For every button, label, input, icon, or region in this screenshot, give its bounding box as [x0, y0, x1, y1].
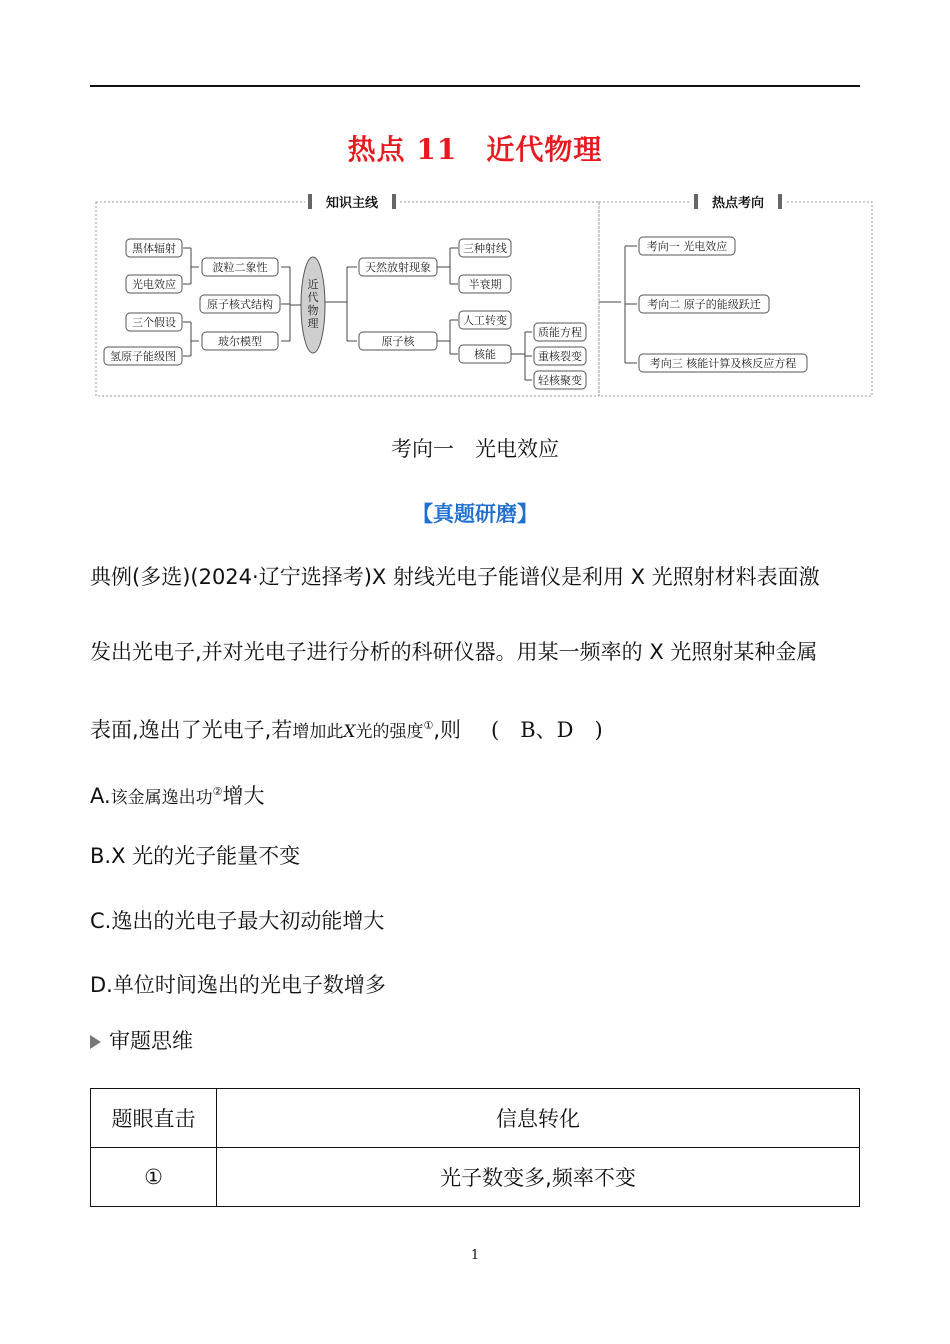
mm-radioactivity: 天然放射现象 [365, 261, 431, 274]
mm-photoelectric: 光电效应 [132, 278, 176, 291]
mm-three-hypotheses: 三个假设 [132, 316, 176, 329]
table-header: 题眼直击 [91, 1089, 217, 1148]
mm-direction-2: 考向二 原子的能级跃迁 [647, 298, 761, 311]
center-char-4: 理 [307, 317, 319, 330]
q3-c: 光的强度 [355, 722, 424, 742]
mm-nucleus: 原子核 [381, 335, 415, 348]
thinking-heading [90, 1026, 193, 1056]
question-line-1: 典例(多选)(2024·辽宁选择考)X 射线光电子能谱仪是利用 X 光照射材料表面激 [90, 565, 820, 589]
left-header: 知识主线 [325, 196, 379, 211]
option-b: B.X 光的光子能量不变 [90, 844, 301, 868]
option-a-prefix: A. [90, 784, 111, 808]
table-cell: ① [91, 1148, 217, 1207]
center-char-3: 物 [307, 304, 319, 317]
q3-x: X [343, 722, 356, 742]
option-c: C.逸出的光电子最大初动能增大 [90, 909, 385, 933]
triangle-icon [90, 1035, 101, 1049]
page-title: 热点 11 近代物理 [347, 133, 603, 166]
mm-nuclear-energy: 核能 [474, 348, 496, 361]
knowledge-mindmap [95, 190, 873, 398]
section-title: 考向一 光电效应 [391, 437, 559, 461]
mm-direction-3: 考向三 核能计算及核反应方程 [649, 357, 797, 370]
page-number: 1 [470, 1248, 480, 1263]
mm-fusion: 轻核聚变 [538, 374, 582, 387]
mm-direction-1: 考向一 光电效应 [646, 240, 728, 253]
q3-d: ,则 [433, 718, 462, 742]
option-a-suffix: 增大 [222, 784, 265, 808]
option-a [90, 777, 265, 813]
q3-a: 表面,逸出了光电子,若 [90, 718, 293, 742]
q3-mark: ① [423, 719, 434, 732]
mm-bohr-model: 玻尔模型 [218, 335, 262, 348]
right-header: 热点考向 [711, 196, 765, 211]
option-a-small: 该金属逸出功 [110, 788, 213, 808]
mm-three-rays: 三种射线 [463, 242, 507, 255]
mm-nuclear-structure: 原子核式结构 [207, 298, 273, 311]
mm-half-life: 半衰期 [468, 278, 502, 291]
question-line-3 [90, 711, 870, 747]
thinking-label: 审题思维 [109, 1029, 193, 1053]
top-rule [90, 85, 860, 87]
mm-fission: 重核裂变 [538, 350, 582, 363]
center-char-2: 代 [307, 291, 319, 304]
answer: ( B、D ) [491, 718, 603, 742]
table-header-row [91, 1089, 860, 1148]
table-cell: 光子数变多,频率不变 [217, 1148, 860, 1207]
table-row [91, 1148, 860, 1207]
mm-wave-particle: 波粒二象性 [212, 261, 268, 274]
mm-blackbody: 黑体辐射 [132, 242, 176, 255]
center-char-1: 近 [307, 278, 319, 291]
mm-mass-energy: 质能方程 [538, 326, 582, 339]
info-table [90, 1088, 860, 1207]
mm-artificial-transmutation: 人工转变 [463, 314, 507, 327]
zhenti-label: 【真题研磨】 [412, 502, 538, 526]
question-line-2: 发出光电子,并对光电子进行分析的科研仪器。用某一频率的 X 光照射某种金属 [90, 640, 818, 664]
q3-b: 增加此 [292, 722, 344, 742]
mm-hydrogen-levels: 氢原子能级图 [110, 350, 176, 363]
option-a-mark: ② [212, 785, 223, 798]
option-d: D.单位时间逸出的光电子数增多 [90, 973, 386, 997]
table-header: 信息转化 [217, 1089, 860, 1148]
